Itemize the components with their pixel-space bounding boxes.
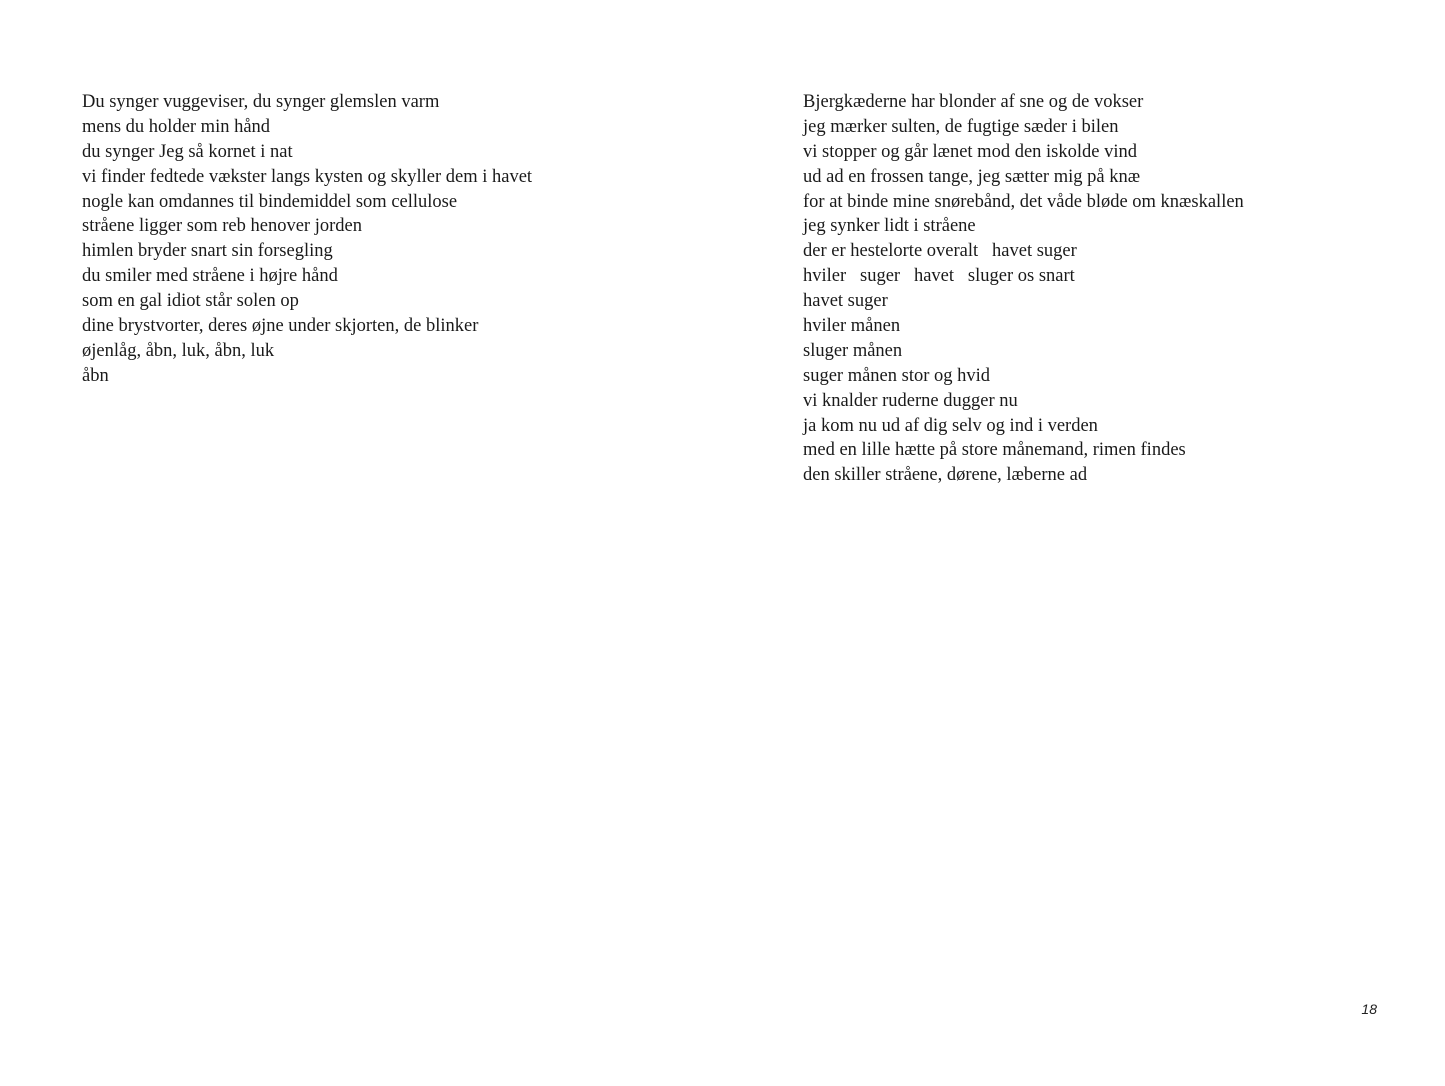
poem-line: som en gal idiot står solen op <box>82 291 299 312</box>
poem-line: ud ad en frossen tange, jeg sætter mig på knæ <box>803 166 1141 187</box>
poem-line: du smiler med stråene i højre hånd <box>82 266 338 287</box>
poem-line: himlen bryder snart sin forsegling <box>82 241 333 262</box>
poem-line: vi knalder ruderne dugger nu <box>803 390 1018 411</box>
poem-line: ja kom nu ud af dig selv og ind i verden <box>803 415 1098 436</box>
poem-line: øjenlåg, åbn, luk, åbn, luk <box>82 340 275 361</box>
poem-line: suger månen stor og hvid <box>803 365 991 386</box>
poem-line: hviler månen <box>803 316 901 337</box>
poem-line: Du synger vuggeviser, du synger glemslen varm <box>82 92 440 112</box>
poem-line: du synger Jeg så kornet i nat <box>82 141 293 162</box>
poem-line: jeg mærker sulten, de fugtige sæder i bilen <box>803 116 1119 137</box>
poem-line: nogle kan omdannes til bindemiddel som cellulose <box>82 191 458 212</box>
poem-line: dine brystvorter, deres øjne under skjorten, de blinker <box>82 316 479 337</box>
poem-line: havet suger <box>803 291 888 312</box>
poem-line: den skiller stråene, dørene, læberne ad <box>803 465 1088 486</box>
poem-line: med en lille hætte på store månemand, rimen findes <box>803 440 1186 461</box>
right-page-poem <box>803 90 1423 488</box>
poem-line: hviler suger havet sluger os snart <box>803 266 1075 287</box>
poem-line: Bjergkæderne har blonder af sne og de vokser <box>803 92 1144 112</box>
poem-line: vi finder fedtede vækster langs kysten og skyller dem i havet <box>82 166 533 187</box>
poem-line: stråene ligger som reb henover jorden <box>82 216 362 237</box>
poem-line: der er hestelorte overalt havet suger <box>803 241 1077 262</box>
left-page-poem <box>82 90 722 389</box>
poem-line: vi stopper og går lænet mod den iskolde vind <box>803 141 1137 162</box>
poem-line: mens du holder min hånd <box>82 116 271 137</box>
poem-line: åbn <box>82 365 109 386</box>
page-number: 18 <box>1361 1001 1377 1017</box>
poem-line: sluger månen <box>803 340 903 361</box>
poem-line: for at binde mine snørebånd, det våde bløde om knæskallen <box>803 191 1244 212</box>
poem-line: jeg synker lidt i stråene <box>803 216 976 237</box>
